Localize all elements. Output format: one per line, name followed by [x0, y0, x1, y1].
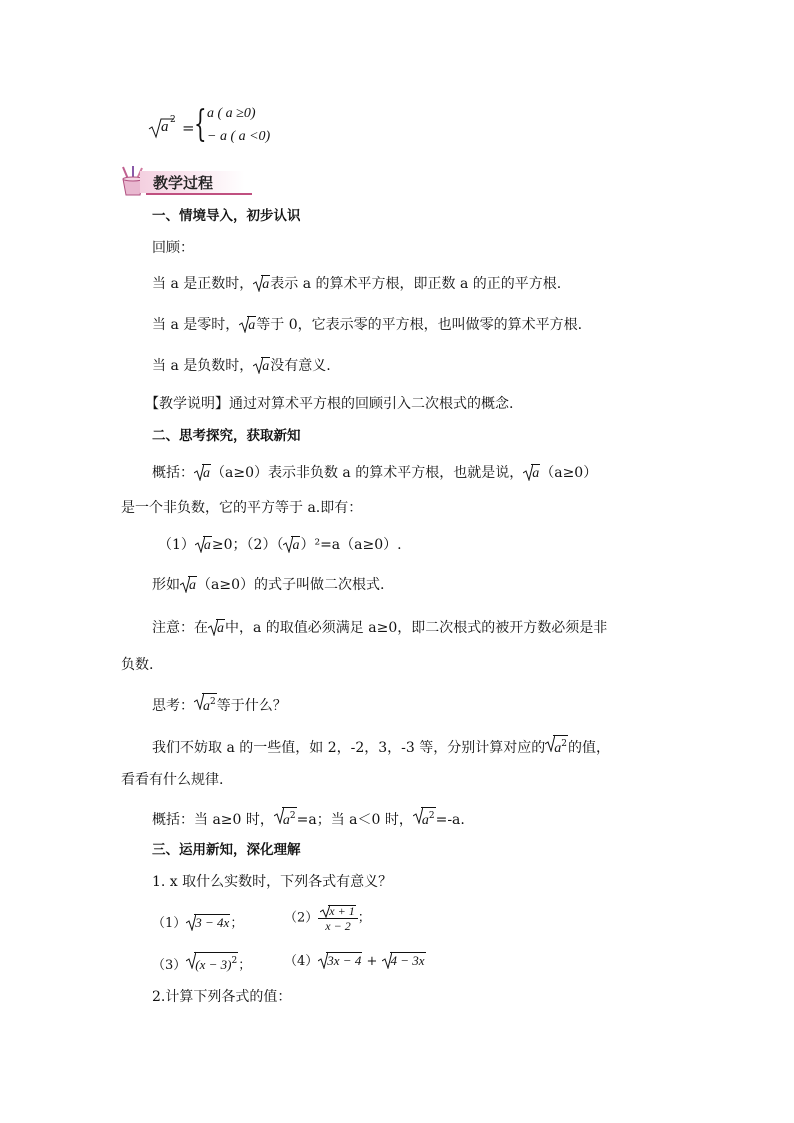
sqrt-expression: 3 − 4x [186, 913, 230, 934]
attention-line-2: 负数. [121, 657, 154, 673]
sqrt-exponent: 2 [170, 115, 176, 125]
positive-case-line: 当 a 是正数时， a表示 a 的算术平方根，即正数 a 的正的平方根. [152, 274, 561, 295]
review-label: 回顾： [152, 240, 194, 256]
exercise-3: （3） $(x - 3)^2$； [152, 951, 251, 976]
sqrt-a: a [239, 315, 256, 336]
sqrt-a: a [195, 535, 212, 556]
piecewise-formula [148, 104, 288, 150]
equals-sign: = [182, 119, 195, 137]
definition-line: 形如 a（a≥0）的式子叫做二次根式. [152, 575, 384, 596]
summary-line-2: 是一个非负数，它的平方等于 a.即有： [121, 500, 363, 516]
sqrt-a: a [283, 535, 300, 556]
teaching-note: 【教学说明】通过对算术平方根的回顾引入二次根式的概念. [145, 396, 514, 412]
sqrt-a-squared: $a^2$ [413, 806, 436, 831]
case-2: − a ( a <0) [207, 129, 271, 144]
section-1-heading: 一、情境导入，初步认识 [152, 208, 301, 224]
case-1: a ( a ≥0) [207, 106, 256, 121]
fraction: $\frac{x + 1}{x - 2}$ [318, 904, 357, 933]
sqrt-a-squared: $a^2$ [274, 806, 297, 831]
badge-underline [146, 193, 252, 195]
section-3-heading: 三、运用新知，深化理解 [152, 842, 301, 858]
try-line-2: 看看有什么规律. [121, 772, 224, 788]
badge-label: 教学过程 [153, 174, 214, 192]
sqrt-a: a [180, 575, 197, 596]
summary-line-1: 概括： a（a≥0）表示非负数 a 的算术平方根，也就是说， a（a≥0） [152, 463, 597, 484]
negative-case-line: 当 a 是负数时， a没有意义. [152, 356, 331, 377]
sqrt-a-squared: $a^2$ [545, 734, 568, 759]
question-2: 2.计算下列各式的值： [152, 989, 292, 1005]
sqrt-radicand: a [161, 119, 169, 135]
sqrt-a: a [253, 274, 270, 295]
sqrt-a: a [208, 618, 225, 639]
sqrt-a: a [253, 356, 270, 377]
sqrt-expression: 4 − 3x [382, 951, 426, 972]
think-line: 思考： $a^2$等于什么？ [152, 692, 287, 717]
exercise-2: （2） $\frac{x + 1}{x - 2}$ ； [284, 904, 371, 933]
brace: { [194, 104, 207, 145]
question-1: 1. x 取什么实数时，下列各式有意义？ [152, 874, 393, 890]
try-line: 我们不妨取 a 的一些值，如 2，-2，3，-3 等，分别计算对应的 $a^2$的值， [152, 734, 610, 759]
zero-case-line: 当 a 是零时， a等于 0，它表示零的平方根，也叫做零的算术平方根. [152, 315, 582, 336]
exercise-4: （4） 3x − 4 + 4 − 3x [284, 951, 426, 972]
section-2-heading: 二、思考探究，获取新知 [152, 428, 301, 444]
sqrt-a: a [523, 463, 540, 484]
attention-line: 注意：在 a中，a 的取值必须满足 a≥0，即二次根式的被开方数必须是非 [152, 618, 607, 639]
sqrt-a-squared: $a^2$ [194, 692, 217, 717]
exercise-1: （1） 3 − 4x； [152, 913, 243, 934]
properties-line: （1） a≥0；（2）（ a）²=a（a≥0）. [158, 535, 402, 556]
sqrt-a: a [194, 463, 211, 484]
section-badge [118, 165, 254, 197]
sqrt-expression: 3x − 4 [318, 951, 362, 972]
sqrt-expression: $(x - 3)^2$ [186, 951, 238, 976]
conclusion-line: 概括：当 a≥0 时， $a^2=a$；当 a＜0 时， $a^2=-a$. [152, 806, 465, 831]
